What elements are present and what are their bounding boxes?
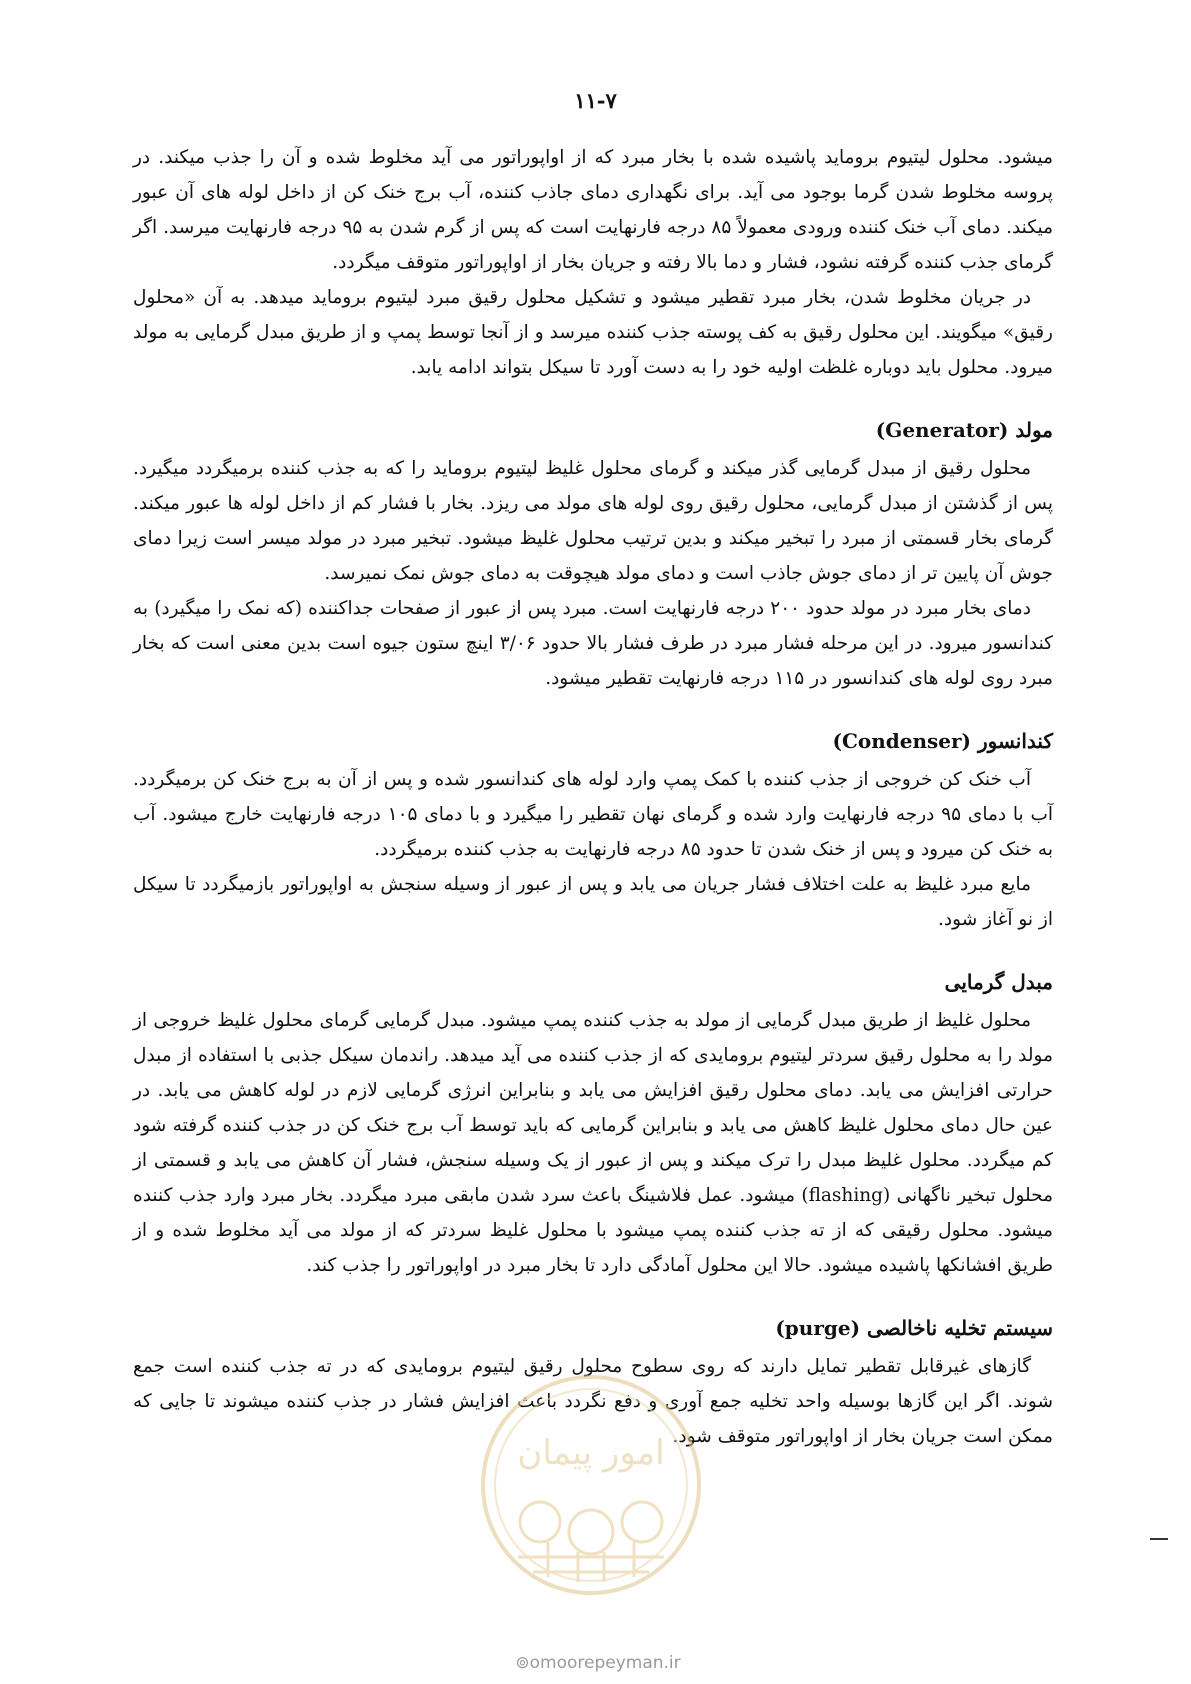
section-heading xyxy=(133,724,1053,758)
edge-mark xyxy=(1150,1538,1168,1540)
paragraph: آب خنک کن خروجی از جذب کننده با کمک پمپ وارد لوله های کندانسور شده و پس از آن به برج خنک کن برمیگردد. آب با دمای ۹۵ درجه فارنهایت وارد شده و گرمای نهان تقطیر را میگیرد و با دمای ۱۰۵ درجه فارنهایت خارج میشود. آب به خنک کن میرود و پس از خنک شدن تا حدود ۸۵ درجه فارنهایت به جذب کننده برمیگردد. xyxy=(133,769,1053,860)
paragraph: مایع مبرد غلیظ به علت اختلاف فشار جریان می یابد و پس از عبور از وسیله سنجش به اواپوراتور بازمیگردد تا سیکل از نو آغاز شود. xyxy=(133,874,1053,930)
paragraph: محلول غلیظ از طریق مبدل گرمایی از مولد به جذب کننده پمپ میشود. مبدل گرمایی گرمای محلول غلیظ خروجی از مولد را به محلول رقیق سردتر لیتیوم برومایدی که از جذب کننده می آید میدهد. راندمان سیکل جذبی با استفاده از مبدل حرارتی افزایش می یابد. دمای محلول رقیق افزایش می یابد و بنابراین انرژی گرمایی لازم در لوله کاهش می یابد. در عین حال دمای محلول غلیظ کاهش می یابد و بنابراین گرمایی که باید توسط آب برج خنک کن در جذب کننده گرفته شود کم میگردد. محلول غلیظ مبدل را ترک میکند و پس از عبور از یک وسیله سنجش، فشار آن کاهش می یابد و قسمتی از محلول تبخیر ناگهانی (flashing) میشود. عمل فلاشینگ باعث سرد شدن مابقی مبرد میگردد. بخار مبرد وارد جذب کننده میشود. محلول رقیقی که از ته جذب کننده پمپ میشود با محلول غلیظ سردتر که از مولد می آید مخلوط شده و از طریق افشانکها پاشیده میشود. حالا این محلول آمادگی دارد تا بخار مبرد در اواپوراتور را جذب کند. xyxy=(133,1010,1053,1276)
section-heading xyxy=(133,965,1053,999)
at-icon: ⊚ xyxy=(515,1653,530,1673)
paragraph: گازهای غیرقابل تقطیر تمایل دارند که روی سطوح محلول رقیق لیتیوم برومایدی که در ته جذب کننده است جمع شوند. اگر این گازها بوسیله واحد تخلیه جمع آوری و دفع نگردد باعث افزایش فشار در جذب کننده میشوند تا جایی که ممکن است جریان بخار از اواپوراتور متوقف شود. xyxy=(133,1356,1053,1447)
paragraph: میشود. محلول لیتیوم بروماید پاشیده شده با بخار مبرد که از اواپوراتور می آید مخلوط شده و آن را جذب میکند. در پروسه مخلوط شدن گرما بوجود می آید. برای نگهداری دمای جاذب کننده، آب برج خنک کن از داخل لوله های آن عبور میکند. دمای آب خنک کننده ورودی معمولاً ۸۵ درجه فارنهایت است که پس از گرم شدن به ۹۵ درجه فارنهایت میرسد. اگر گرمای جذب کننده گرفته نشود، فشار و دما بالا رفته و جریان بخار از اواپوراتور متوقف میگردد. xyxy=(133,147,1053,273)
section-heading-en: (Generator) xyxy=(875,418,1009,442)
section-heading-en: (purge) xyxy=(775,1316,861,1340)
paragraph: دمای بخار مبرد در مولد حدود ۲۰۰ درجه فارنهایت است. مبرد پس از عبور از صفحات جداکننده (که نمک را میگیرد) به کندانسور میرود. در این مرحله فشار مبرد در طرف فشار بالا حدود ۳/۰۶ اینچ ستون جیوه است بدین معنی است که بخار مبرد روی لوله های کندانسور در ۱۱۵ درجه فارنهایت تقطیر میشود. xyxy=(133,598,1053,689)
section-heading xyxy=(133,1311,1053,1345)
section-heading xyxy=(133,413,1053,447)
section-heading-fa: مولد xyxy=(1008,418,1053,442)
section-heading-fa: سیستم تخلیه ناخالصی xyxy=(860,1316,1053,1340)
watermark-logo-icon xyxy=(478,1372,704,1598)
footer-site-text: omoorepeyman.ir xyxy=(529,1653,681,1673)
watermark-text: امور پیمان xyxy=(517,1433,665,1473)
page-number: ۱۱-۷ xyxy=(574,88,617,113)
paragraph: محلول رقیق از مبدل گرمایی گذر میکند و گرمای محلول غلیظ لیتیوم بروماید را که به جذب کننده برمیگردد میگیرد. پس از گذشتن از مبدل گرمایی، محلول رقیق روی لوله های مولد می ریزد. بخار با فشار کم از داخل لوله ها عبور میکند. گرمای بخار قسمتی از مبرد را تبخیر میکند و بدین ترتیب محلول غلیظ میشود. تبخیر مبرد در مولد میسر است زیرا دمای جوش آن پایین تر از دمای جوش جاذب است و دمای مولد هیچوقت به دمای جوش نمک نمیرسد. xyxy=(133,458,1053,584)
section-heading-fa: کندانسور xyxy=(971,729,1053,753)
section-heading-fa: مبدل گرمایی xyxy=(944,970,1053,994)
paragraph: در جریان مخلوط شدن، بخار مبرد تقطیر میشود و تشکیل محلول رقیق مبرد لیتیوم بروماید میدهد. به آن «محلول رقیق» میگویند. این محلول رقیق به کف پوسته جذب کننده میرسد و از آنجا توسط پمپ و از طریق مبدل گرمایی به مولد میرود. محلول باید دوباره غلظت اولیه خود را به دست آورد تا سیکل بتواند ادامه یابد. xyxy=(133,287,1053,378)
document-body xyxy=(133,140,1053,1454)
footer-site xyxy=(488,1653,708,1673)
section-heading-en: (Condenser) xyxy=(832,729,972,753)
